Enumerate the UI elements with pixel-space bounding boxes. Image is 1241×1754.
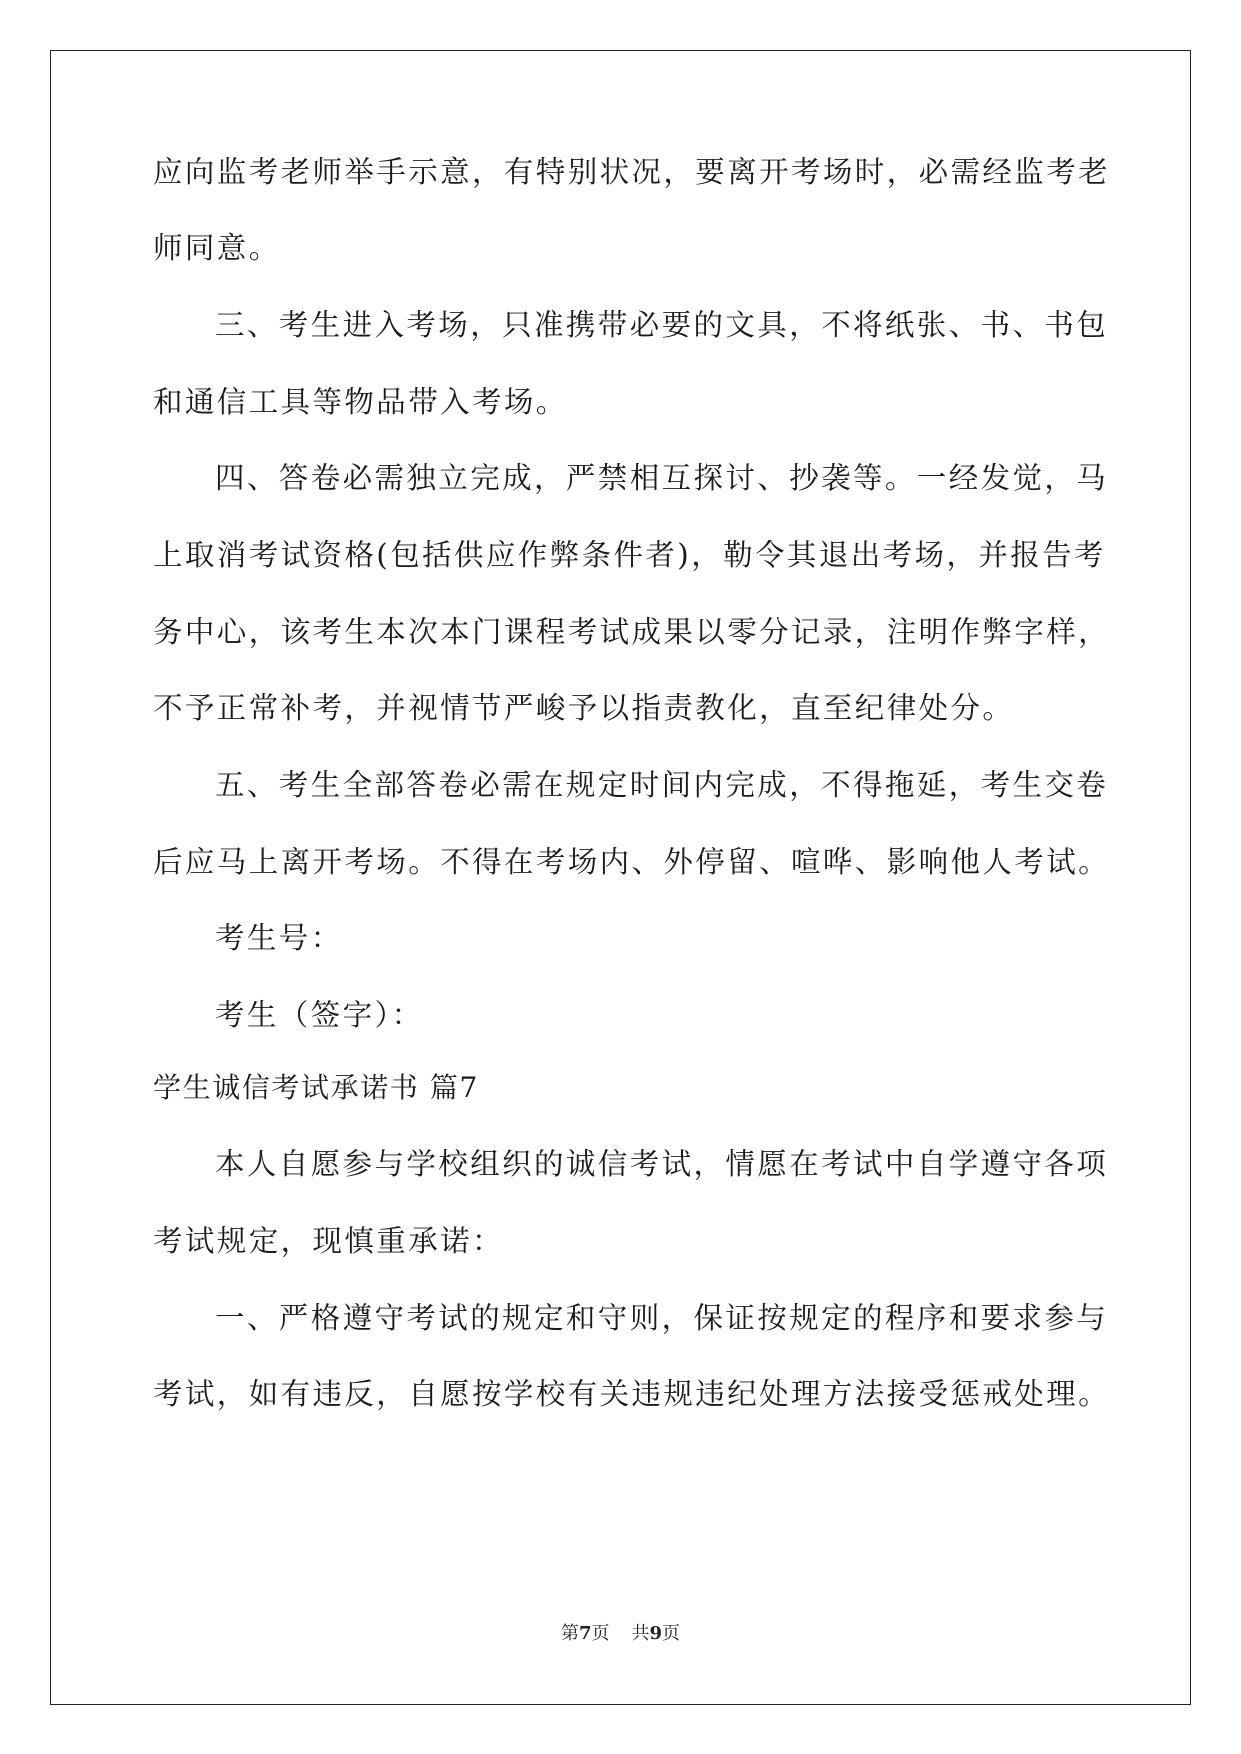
paragraph-line: 一、严格遵守考试的规定和守则，保证按规定的程序和要求参与 xyxy=(215,1301,1109,1335)
candidate-signature-label: 考生（签字）： xyxy=(215,998,424,1032)
paragraph-line: 考试规定，现慎重承诺： xyxy=(153,1224,504,1258)
footer-total-unit: 页 xyxy=(662,1623,681,1644)
paragraph-line: 三、考生进入考场，只准携带必要的文具，不将纸张、书、书包 xyxy=(215,308,1109,342)
paragraph-line: 师同意。 xyxy=(153,231,281,265)
paragraph-line: 后应马上离开考场。不得在考场内、外停留、喧哗、影响他人考试。 xyxy=(153,845,1111,879)
footer-total-prefix: 共 xyxy=(631,1623,650,1644)
paragraph-line: 四、答卷必需独立完成，严禁相互探讨、抄袭等。一经发觉，马 xyxy=(215,461,1109,495)
total-page-number: 9 xyxy=(649,1623,663,1644)
footer-page-unit: 页 xyxy=(591,1623,610,1644)
paragraph-line: 本人自愿参与学校组织的诚信考试，情愿在考试中自学遵守各项 xyxy=(215,1147,1109,1181)
section-heading: 学生诚信考试承诺书 篇7 xyxy=(153,1071,479,1104)
footer-prefix: 第 xyxy=(560,1623,579,1644)
paragraph-line: 不予正常补考，并视情节严峻予以指责教化，直至纪律处分。 xyxy=(153,691,1015,725)
paragraph-line: 务中心，该考生本次本门课程考试成果以零分记录，注明作弊字样， xyxy=(153,615,1111,649)
paragraph-line: 上取消考试资格(包括供应作弊条件者)，勒令其退出考场，并报告考 xyxy=(153,538,1106,572)
paragraph-line: 考试，如有违反，自愿按学校有关违规违纪处理方法接受惩戒处理。 xyxy=(153,1377,1111,1411)
current-page-number: 7 xyxy=(578,1623,592,1644)
paragraph-line: 和通信工具等物品带入考场。 xyxy=(153,385,568,419)
paragraph-line: 应向监考老师举手示意，有特别状况，要离开考场时，必需经监考老 xyxy=(153,155,1111,189)
page-footer xyxy=(0,1622,1241,1646)
paragraph-line: 五、考生全部答卷必需在规定时间内完成，不得拖延，考生交卷 xyxy=(215,768,1109,802)
candidate-number-label: 考生号： xyxy=(215,921,343,955)
